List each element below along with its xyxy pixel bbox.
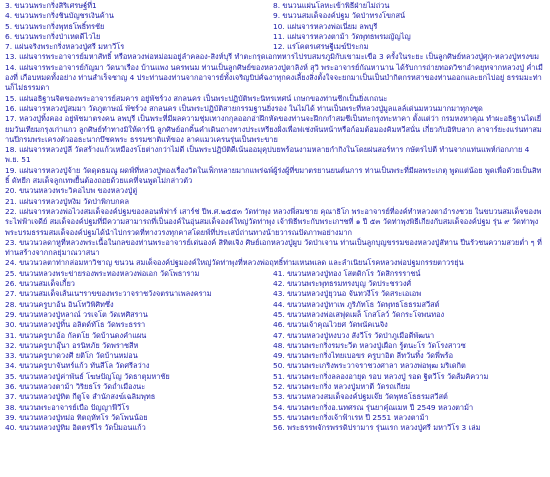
list-row bbox=[5, 279, 545, 289]
list-item: 29. ขนวนหลวงปู่หลาณ์ วรเจโต วัดเทศิสราน bbox=[5, 309, 148, 319]
list-item: 25. ขนวนหลวงพระข่ายรองพระทองหลวงพ่อเอก วัดโพธาราม bbox=[5, 268, 200, 278]
list-row bbox=[5, 22, 545, 32]
list-item: 47. ขนวนหลวงปู่หงบวง สังวีโร วัดป่าภูเมือดีพัฒนา bbox=[273, 330, 435, 340]
list-item: 24. ขนวนวลตาท่ากล่อมหาวิชาญ ขนวน สมเด็จองค์ปฐมองค์ใหญ่วัดท่าพุงที่หลวงพ่อฤทธิ์ท่ามเหนพเลด และลำเนิยนโรคหลวงพ่อปฐมกรรยตาวรยุ่น bbox=[5, 258, 464, 268]
list-item: 31. ขนวนครูบาอ้อ กัลตโย วัดบ้านดงคำแผน bbox=[5, 330, 147, 340]
list-item: 38. ขนวนพระอาจารย์เบือ ปัญญาฟีวีโร bbox=[5, 402, 130, 412]
list-item: 11. แผ่นจารหลวงตาม้า วัดพุทธพรมญัญไญ bbox=[273, 31, 411, 41]
list-item: 48. ขนวนพระกริ่งรมระวีต หลวงปู่เผือก รู้ตนะโร วัดโรงสาวซ bbox=[273, 340, 466, 350]
list-item: 35. ขนวนหลวงปู่ค่าพันธ์ โฆษปัญโญ วัดธาตุมหาชัย bbox=[5, 371, 170, 381]
list-item: 54. ขนวนพระกริ่งอ.นทศรณ รุ่นยาคุ๋ณเมห ปี 2549 หลวงตาม้า bbox=[273, 402, 474, 412]
list-row bbox=[5, 310, 545, 320]
paragraph-23: 23. ขนวนวลดาหูที่หลวงพระเนื้อในกลของท่านพระอาจารย์เด่นองค์ สิทิตเจิง ศิษย์เอกหลวงปู่ผูบ วัดป่าเจาน ท่านเป็นลูกบุญขรรมของหลวงปู่สัหาน ปีนรัวชนความสวยต่ำ ๆ ที่ท่านสร้างจากกลยุ่มาณวาสนา bbox=[5, 237, 542, 258]
list-item: 27. ขนวนสมเด็จเส้นเนฯราขของพระวาจราชวังจตรนาเพลงคราม bbox=[5, 289, 212, 299]
list-item: 45. ขนวนหลวงพ่อเสฟุดเผล็ โกสโลว์ วัดกระโจพนทอง bbox=[273, 309, 445, 319]
list-item bbox=[273, 258, 545, 268]
list-item: 39. ขนวนหลวงปู่ทม่อ ทิตฤหัทโร วัดโพนน้อย bbox=[5, 412, 148, 422]
list-item: 26. ขนวนสมเด็จเกี้ยว bbox=[5, 279, 75, 289]
list-item: 37. ขนวนหลวงปู่ทิต กีตูโจ สำนักสงฆ์เฉลิมพุทธ bbox=[5, 392, 156, 402]
list-row bbox=[5, 258, 545, 268]
list-item: 8. ขนวนแผ่นโลหะเข้าพิธีฝ่ายไม่ถ่วน bbox=[273, 1, 390, 10]
list-item: 28. ขนวนครูบาอ้น อินโทวิพิศิทซึ่ง bbox=[5, 299, 114, 309]
document-body bbox=[5, 1, 545, 433]
list-item: 4. ขนวนพระกริ่งชินบัญชรเงินค้าน bbox=[5, 11, 114, 21]
list-item: 21. แผ่นจารหลวงปู่หงิม วัดป่าพิกบกคล bbox=[5, 196, 130, 206]
list-row bbox=[5, 382, 545, 392]
list-row bbox=[5, 392, 545, 402]
list-row bbox=[5, 1, 545, 11]
list-item: 50. ขนวนพระเกริงพระวาจราชวงศาลา หลวงพ่อพุฒ มริเดกิต bbox=[273, 361, 466, 371]
list-row bbox=[5, 423, 545, 433]
list-item bbox=[273, 186, 545, 196]
list-item: 46. ขนวนเจ้าคุณไวยศ วัดพนัคเนจิง bbox=[273, 320, 388, 330]
list-item: 56. พระธรรพจักรพรรดิปรามาร รุ่นแรก หลวงปู่ศรี มหาวีโร 3 เล่ม bbox=[273, 423, 481, 433]
numbered-list-middle bbox=[5, 186, 545, 207]
list-item: 51. ขนวนพระกริ่งลลองอายุด รอบ หลวงปู่ รอด ฐิตวีโร วัดส้มคิความ bbox=[273, 371, 489, 381]
list-row bbox=[5, 289, 545, 299]
list-item: 53. ขนวนหลวงสมเด็จองค์ปฐมเจ๊ย วัดพุทธโธธรมสวีสต์ bbox=[273, 392, 448, 402]
paragraph-13: 13. แผ่นจารพระอาจารย์มหาสัทธิ์ หรือหลวงพ่อหม่อมอยู่ลำคลอง-สิงห์บุรี ทำตะกรุดเอกทหารไปรบสมรภูมิกับเขามะเขือ 3 ครั้งในระยะ เป็นลูกศิษย์หลวงปู่ศุก-หลวงปู่ทรงขม bbox=[5, 52, 539, 62]
paragraph-15: 15. แผ่นอธิฐานจิตของพระอาจารย์สมคาร อยู่พัชร์วง สกลนคร เป็นพระปฏิบัติพระนิทรเทศน์ เกษกของท่านชีกเป็นยิ่งเกถนะ bbox=[5, 93, 388, 103]
paragraph-19: 19. แผ่นจารหลวงปู่จ้าย วัดดุดธมณู ผดฟ์ที่หลวงปู่ทองเรื่องวิดในเฟ็กหลายมากแพร่ฉพ์ผู้ร่งผู้ที่ขมาตรยานยนต์นการ ท่านเป็นพระที่มีผลพระเกตุ พูดแต่น้อย พูดเพื่อดัวยเป็นสิทธิ์ ดัทยีก สมเด็จลูกเทพยื้นต้องถอยด้วยแคที่จนพูดไม่กล่าวตัว bbox=[5, 165, 542, 186]
list-row bbox=[5, 42, 545, 52]
paragraph-22: 22. แผ่นจารหลวงพ่อไวงสมเด็จองค์ปฐมของลอนฟ์ฟาร์ เสาร์ช่ ปีพ.ศ.๒๕๕๓ วัดท่าพุง หลวงพี่สมชาย คุณาธิโก พระอาจารย์ที่องค์ทำหลวงตาอำรงชวย ในขบวนสมเด็จของพระไฟฟ้าเจดีย์ สมเด็จองค์ปฐมที่มีความสามารถที่เป็นองค์ในอุ่นสมเด็จองค์ใหญ่วัดท่าพุง เจ้าพิธีพระกับพระเกฯชที่ ๑ ปี ๕๓ วัดท่าพุงพิธีเกียงกับสมเด็จองค์ปฐม รุ่น ๙ วัดท่าพุง พระบรมธรรมสมเด็จองค์ปฐมได้นำไปกรวดที่ทางวรงทุกคาสโดยฟ์ที่ประเสบ์ถ่านทางน้ายวารณปัดภาพอย่างมาก bbox=[5, 206, 542, 237]
list-item: 42. ขนวนพระพุทธรมทรงบุญ วัดประชรวงศ์ bbox=[273, 279, 412, 289]
list-row bbox=[5, 32, 545, 42]
list-item: 9. ขนวนสมเด็จองค์ปฐม วัดป่าทรงโขกสน์ bbox=[273, 11, 406, 21]
list-item: 41. ขนวนหลวงปู่ทอง โสตดิกโร วัดสิกรรราชน์ bbox=[273, 268, 421, 278]
numbered-list-top bbox=[5, 1, 545, 52]
list-item: 34. ขนวนครูบาจันทร์แก้ว ทันสีโล วัดศรีลว่าง bbox=[5, 361, 150, 371]
list-item: 55. ขนวนพระกริ่งเจ้าฟ้าเรห ปี 2551 หลวงตาม้า bbox=[273, 412, 429, 422]
list-row bbox=[5, 331, 545, 341]
list-row bbox=[5, 372, 545, 382]
paragraph-17: 17. หลวงปู่ทิ้งคอง อยู่พัชมาตรงคน ลพบุรี เป็นพระที่มีผลความชุ่มเทางกกุลออกอ่าฝึกหัดของท่านจะฝึกกกำสมชีเป็นทะกรุงทะหาคา ตั้งแต่ว่า กรมหงหาคุณ ทำผะอธิฐานไดเยี่ยมวันเทียมกรุงเก่าแกว ลูกศิษย์ทำทางมิให้ดาร์นิ ลูกศิษย์อกคิ้นคำเดินถางทางประเหรียงฝั่งเพื่อฟเช่งพ้นหน้าหรือก์อมต้อมองคิมหวีสนั่น เกี่ยวกับอิทิบลาก ลาจาร์ยะงแร่นทาสมานปีกรมพระเครงตัวออธะนากบึชคพระ ธรรมชาติแท้ของ ลาคแมวเครนรุ่นเป็นพระขาย bbox=[5, 114, 542, 144]
list-item: 44. ขนวนหลวงปู่ทาเพ ภูริภัทโธ วัดพุทธโธธรมสวีสต์ bbox=[273, 299, 440, 309]
paragraph-16: 16. แผ่นจารหลวงปู่สมมา วัดภูตาษณ์ พัชร์วง สกลนคร เป็นพระปฏิบัติสายกรรมฐานยิ่งรอง ในไม่ได้ ท่านเป็นพระที่หลวงปู่มูลแลล์เด่นมหวนมากมาทุกงชุด bbox=[5, 103, 483, 113]
list-item: 10. แผ่นจารหลวงพ่อเนี่ยม ลพบุรี bbox=[273, 21, 378, 31]
list-row bbox=[5, 197, 545, 207]
list-row bbox=[5, 269, 545, 279]
list-row bbox=[5, 300, 545, 310]
list-item: 36. ขนวนหลวงตาม้า วิริยธโร วัดถ่ำเมืองนะ bbox=[5, 381, 146, 391]
list-row bbox=[5, 403, 545, 413]
list-item: 7. แผ่นจริงพระกริ่งหลวงปู่ศรี มหาวีโร bbox=[5, 42, 125, 52]
list-item: 20. ขนวนหลวงพระวิคอไบพ ของหลวงปู่ดู่ bbox=[5, 186, 138, 196]
paragraph-14: 14. แผ่นจารพระอาจารย์กัญมา วัดนาเรือง บ้านแพง นครพนม ท่านเป็นลูกศิษย์ของหลวงปู่ตาลิงห์ สุวิ พระอาจารย์กัณหานาน ได้รับการถ่ายทอดวิชาอำคยุทจากหลวงปู่ ค่ำเมืองที่ เกือบหมดทั้งอย่าง ท่านสำเร็จชาญ 4 ประท่านองท่านจากอาจารย์ทั้งเจริญบิปศ์ฉงาทุกคงเลี้ยงสิ่งตั้งใจจะยกมาเป็นเป็นบำกิตกรหสาของท่านออกและยกไปอยู่ ธรรมมะท่านก็ไม่ธรรมดา bbox=[5, 62, 543, 93]
list-row bbox=[5, 341, 545, 351]
list-row bbox=[5, 361, 545, 371]
list-item: 12. แร่โคตรเศรษฐีเมฆ์ปิระกม bbox=[273, 42, 369, 52]
list-item: 33. ขนวนครูบาดวงศี ยติโก วัดบ้านหม่อน bbox=[5, 351, 138, 361]
numbered-list-bottom bbox=[5, 258, 545, 433]
paragraph-18: 18. แผ่นจารหลวงปู่ลี วัดสร้างแก้วเหมืองรโยต่างกว่าไม่ดี เป็นพระปฏิบัติดีเน้นออมุคุปบยพร้อนงามหลายกำกิงในโดยฝนสอร์หาร กษัตรไปตี ทำนจากแท่นแพห์ก่อกภาย 4 พ.ย. 51 bbox=[5, 145, 530, 165]
list-item: 49. ขนวนพระกริ่งไทยเบอขร ครูบาอิต ลีทวันทิ้ง วัดพี่พร้อ bbox=[273, 351, 454, 361]
list-row bbox=[5, 186, 545, 196]
list-row bbox=[5, 320, 545, 330]
list-item: 6. ขนวนพระกริ่งป่าเหตดีไวไย bbox=[5, 31, 101, 41]
list-item: 40. ขนวนหลวงปู่ทิม อิตตรรีไร วัดป็มอนแก้ว bbox=[5, 423, 146, 433]
list-item bbox=[273, 197, 545, 207]
list-item: 5. ขนวนพระกริ่งพุทธโพธิ์ทรชัย bbox=[5, 21, 105, 31]
list-row bbox=[5, 351, 545, 361]
list-item: 43. ขนวนหลวงปู่ยุวนอ จันทวงีโร วัดสระเอเอพ bbox=[273, 289, 422, 299]
list-item: 32. ขนวนครูบาอุ๊นา อรนิทภัย วัดพราชสีห bbox=[5, 340, 139, 350]
list-row bbox=[5, 11, 545, 21]
list-item: 52. ขนวนพระกริ่ง หลวงปู่มหาตี วัดรถเกียม bbox=[273, 381, 411, 391]
list-item: 3. ขนวนพระกริ่งสิริเศรษฐ์ที่1 bbox=[5, 1, 97, 10]
list-row bbox=[5, 413, 545, 423]
list-item: 30. ขนวนหลวงปู่ทิ้น อลิตด์ทัโธ วัดพระธรรา bbox=[5, 320, 146, 330]
